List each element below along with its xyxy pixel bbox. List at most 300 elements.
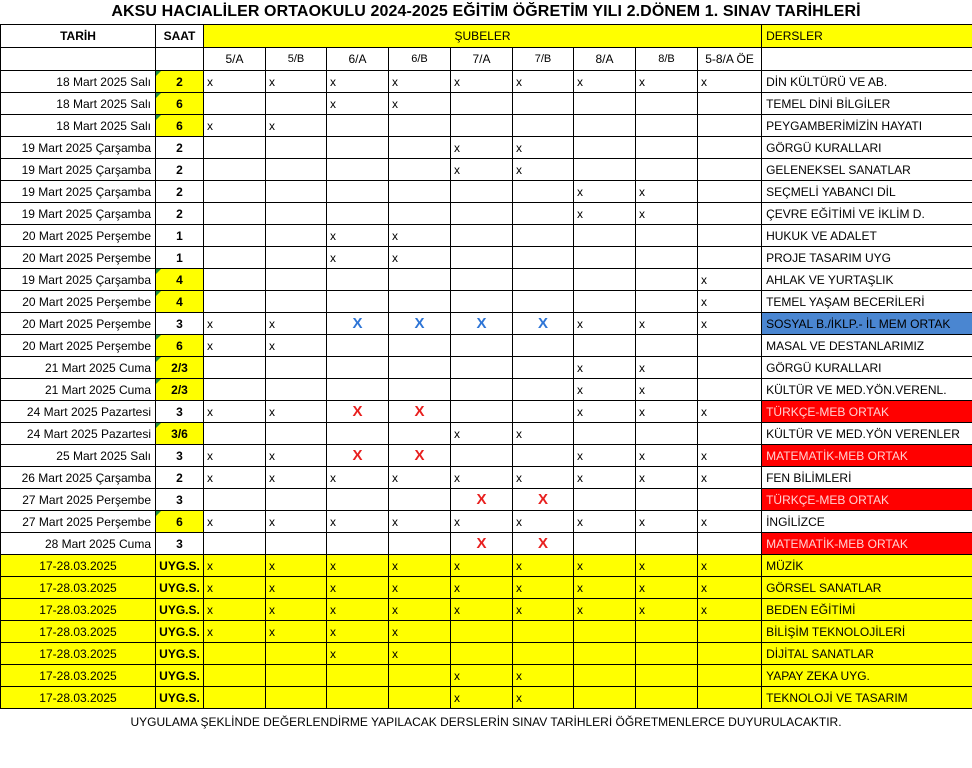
mark-cell — [451, 203, 513, 225]
header-dersler: DERSLER — [762, 25, 972, 48]
mark-cell — [389, 159, 451, 181]
table-row — [1, 247, 972, 269]
mark-cell — [389, 379, 451, 401]
saat-cell: UYG.S. — [156, 621, 204, 643]
ders-cell: FEN BİLİMLERİ — [762, 467, 972, 489]
mark-cell — [636, 225, 698, 247]
mark-cell: x — [327, 599, 389, 621]
mark-cell — [389, 269, 451, 291]
mark-cell — [266, 225, 327, 247]
saat-cell: UYG.S. — [156, 643, 204, 665]
mark-cell: X — [327, 401, 389, 423]
mark-cell: x — [574, 467, 636, 489]
mark-cell — [451, 269, 513, 291]
mark-cell — [389, 489, 451, 511]
ders-cell: SOSYAL B./İKLP.- İL MEM ORTAK — [762, 313, 972, 335]
mark-cell: x — [389, 643, 451, 665]
mark-cell: x — [266, 621, 327, 643]
mark-cell: x — [698, 467, 762, 489]
mark-cell — [204, 269, 266, 291]
mark-cell — [513, 643, 574, 665]
class-header-cell: 8/B — [636, 48, 698, 71]
mark-cell — [266, 247, 327, 269]
mark-cell: x — [451, 665, 513, 687]
mark-cell — [266, 423, 327, 445]
mark-cell: x — [389, 71, 451, 93]
mark-cell — [451, 621, 513, 643]
ders-cell: GELENEKSEL SANATLAR — [762, 159, 972, 181]
mark-cell: x — [513, 159, 574, 181]
mark-cell — [451, 247, 513, 269]
mark-cell: x — [636, 71, 698, 93]
mark-cell: x — [513, 665, 574, 687]
mark-cell: x — [574, 577, 636, 599]
ders-cell: BEDEN EĞİTİMİ — [762, 599, 972, 621]
mark-cell: x — [451, 687, 513, 709]
mark-cell — [327, 687, 389, 709]
table-row — [1, 379, 972, 401]
ders-cell: TEMEL DİNİ BİLGİLER — [762, 93, 972, 115]
mark-cell: x — [204, 577, 266, 599]
mark-cell — [327, 181, 389, 203]
table-row — [1, 577, 972, 599]
saat-cell: UYG.S. — [156, 599, 204, 621]
mark-cell: x — [266, 115, 327, 137]
mark-cell: x — [451, 71, 513, 93]
mark-cell: x — [574, 511, 636, 533]
mark-cell: x — [574, 401, 636, 423]
mark-cell: x — [698, 599, 762, 621]
mark-cell — [513, 203, 574, 225]
mark-cell: x — [327, 225, 389, 247]
ders-cell: TÜRKÇE-MEB ORTAK — [762, 401, 972, 423]
date-cell: 18 Mart 2025 Salı — [1, 115, 156, 137]
mark-cell — [698, 181, 762, 203]
mark-cell: x — [266, 335, 327, 357]
mark-cell: x — [266, 599, 327, 621]
mark-cell — [451, 225, 513, 247]
ders-cell: GÖRGÜ KURALLARI — [762, 137, 972, 159]
saat-cell: 3 — [156, 313, 204, 335]
table-row — [1, 687, 972, 709]
saat-cell: 3/6 — [156, 423, 204, 445]
mark-cell: x — [698, 445, 762, 467]
saat-cell: 3 — [156, 401, 204, 423]
mark-cell — [698, 379, 762, 401]
mark-cell — [513, 401, 574, 423]
mark-cell: x — [636, 511, 698, 533]
mark-cell — [698, 247, 762, 269]
date-cell: 20 Mart 2025 Perşembe — [1, 335, 156, 357]
date-cell: 26 Mart 2025 Çarşamba — [1, 467, 156, 489]
mark-cell: x — [574, 445, 636, 467]
mark-cell — [266, 357, 327, 379]
mark-cell — [513, 621, 574, 643]
mark-cell — [204, 489, 266, 511]
mark-cell — [513, 181, 574, 203]
saat-cell: UYG.S. — [156, 665, 204, 687]
mark-cell: x — [574, 313, 636, 335]
mark-cell — [574, 533, 636, 555]
saat-cell: 6 — [156, 93, 204, 115]
ders-cell: GÖRGÜ KURALLARI — [762, 357, 972, 379]
mark-cell: x — [389, 225, 451, 247]
table-row — [1, 225, 972, 247]
mark-cell: X — [451, 489, 513, 511]
mark-cell — [204, 357, 266, 379]
date-cell: 17-28.03.2025 — [1, 599, 156, 621]
mark-cell — [513, 445, 574, 467]
ders-cell: MASAL VE DESTANLARIMIZ — [762, 335, 972, 357]
mark-cell — [389, 687, 451, 709]
ders-cell: MATEMATİK-MEB ORTAK — [762, 445, 972, 467]
table-row — [1, 533, 972, 555]
mark-cell — [327, 159, 389, 181]
mark-cell — [204, 181, 266, 203]
mark-cell — [698, 159, 762, 181]
mark-cell: X — [513, 533, 574, 555]
date-cell: 17-28.03.2025 — [1, 687, 156, 709]
saat-cell: 2 — [156, 467, 204, 489]
mark-cell: x — [636, 313, 698, 335]
mark-cell — [574, 621, 636, 643]
mark-cell: x — [451, 577, 513, 599]
mark-cell — [698, 137, 762, 159]
mark-cell: x — [451, 511, 513, 533]
ders-cell: TEMEL YAŞAM BECERİLERİ — [762, 291, 972, 313]
mark-cell: X — [389, 313, 451, 335]
saat-cell: UYG.S. — [156, 577, 204, 599]
saat-cell: 4 — [156, 291, 204, 313]
mark-cell: x — [204, 313, 266, 335]
mark-cell — [389, 291, 451, 313]
mark-cell — [389, 115, 451, 137]
mark-cell: x — [698, 401, 762, 423]
mark-cell — [266, 269, 327, 291]
exam-schedule-table — [0, 24, 972, 709]
class-header-cell: 5/B — [266, 48, 327, 71]
table-row — [1, 137, 972, 159]
mark-cell — [636, 247, 698, 269]
saat-cell: 2 — [156, 181, 204, 203]
mark-cell — [327, 533, 389, 555]
mark-cell: x — [636, 379, 698, 401]
mark-cell — [451, 181, 513, 203]
mark-cell: x — [389, 247, 451, 269]
mark-cell — [574, 687, 636, 709]
class-header-cell: 5/A — [204, 48, 266, 71]
saat-cell: 2 — [156, 71, 204, 93]
mark-cell — [204, 687, 266, 709]
mark-cell: x — [327, 511, 389, 533]
mark-cell — [636, 115, 698, 137]
mark-cell: x — [698, 577, 762, 599]
mark-cell — [636, 621, 698, 643]
mark-cell — [389, 665, 451, 687]
mark-cell: x — [636, 577, 698, 599]
mark-cell — [451, 93, 513, 115]
mark-cell — [574, 93, 636, 115]
header-tarih: TARİH — [1, 25, 156, 48]
mark-cell: X — [327, 313, 389, 335]
class-header-cell: 5-8/A ÖE — [698, 48, 762, 71]
mark-cell: x — [204, 467, 266, 489]
mark-cell: x — [327, 643, 389, 665]
table-row — [1, 467, 972, 489]
mark-cell — [389, 181, 451, 203]
mark-cell: x — [204, 335, 266, 357]
mark-cell — [636, 423, 698, 445]
ders-cell: DİN KÜLTÜRÜ VE AB. — [762, 71, 972, 93]
mark-cell — [204, 159, 266, 181]
mark-cell: x — [513, 71, 574, 93]
mark-cell — [574, 489, 636, 511]
mark-cell — [327, 269, 389, 291]
mark-cell — [513, 291, 574, 313]
ders-cell: DİJİTAL SANATLAR — [762, 643, 972, 665]
mark-cell: x — [636, 357, 698, 379]
mark-cell: x — [204, 555, 266, 577]
mark-cell — [327, 423, 389, 445]
table-row — [1, 313, 972, 335]
ders-cell: MATEMATİK-MEB ORTAK — [762, 533, 972, 555]
mark-cell — [204, 291, 266, 313]
mark-cell — [266, 533, 327, 555]
saat-cell: UYG.S. — [156, 555, 204, 577]
mark-cell — [451, 643, 513, 665]
saat-cell: 2/3 — [156, 357, 204, 379]
mark-cell: x — [266, 401, 327, 423]
table-row — [1, 357, 972, 379]
mark-cell: x — [389, 599, 451, 621]
mark-cell — [698, 203, 762, 225]
class-header-spacer — [156, 48, 204, 71]
mark-cell — [636, 643, 698, 665]
mark-cell — [327, 291, 389, 313]
saat-cell: 1 — [156, 225, 204, 247]
mark-cell — [204, 533, 266, 555]
mark-cell — [327, 489, 389, 511]
date-cell: 17-28.03.2025 — [1, 665, 156, 687]
mark-cell — [451, 445, 513, 467]
mark-cell — [204, 137, 266, 159]
class-header-cell: 6/A — [327, 48, 389, 71]
mark-cell: x — [698, 555, 762, 577]
ders-cell: TEKNOLOJİ VE TASARIM — [762, 687, 972, 709]
table-row — [1, 159, 972, 181]
mark-cell: x — [574, 203, 636, 225]
table-row — [1, 599, 972, 621]
ders-cell: PROJE TASARIM UYG — [762, 247, 972, 269]
mark-cell — [574, 269, 636, 291]
table-row — [1, 665, 972, 687]
mark-cell: x — [204, 115, 266, 137]
mark-cell: X — [451, 533, 513, 555]
mark-cell — [513, 247, 574, 269]
mark-cell — [574, 159, 636, 181]
date-cell: 21 Mart 2025 Cuma — [1, 357, 156, 379]
mark-cell — [204, 379, 266, 401]
ders-cell: KÜLTÜR VE MED.YÖN VERENLER — [762, 423, 972, 445]
table-row — [1, 445, 972, 467]
mark-cell — [513, 379, 574, 401]
mark-cell — [389, 335, 451, 357]
mark-cell: X — [451, 313, 513, 335]
table-row — [1, 555, 972, 577]
mark-cell: x — [266, 577, 327, 599]
ders-cell: PEYGAMBERİMİZİN HAYATI — [762, 115, 972, 137]
mark-cell — [204, 225, 266, 247]
mark-cell — [204, 643, 266, 665]
saat-cell: 3 — [156, 489, 204, 511]
mark-cell — [698, 533, 762, 555]
mark-cell — [451, 291, 513, 313]
mark-cell: x — [513, 467, 574, 489]
date-cell: 20 Mart 2025 Perşembe — [1, 247, 156, 269]
mark-cell — [574, 423, 636, 445]
mark-cell: x — [204, 71, 266, 93]
mark-cell — [636, 533, 698, 555]
mark-cell: x — [513, 511, 574, 533]
mark-cell: x — [327, 93, 389, 115]
class-header-cell: 8/A — [574, 48, 636, 71]
mark-cell — [574, 115, 636, 137]
mark-cell: x — [698, 71, 762, 93]
mark-cell — [698, 621, 762, 643]
page-title: AKSU HACIALİLER ORTAOKULU 2024-2025 EĞİTİM ÖĞRETİM YILI 2.DÖNEM 1. SINAV TARİHLERİ — [111, 3, 861, 20]
mark-cell: x — [698, 291, 762, 313]
mark-cell: x — [513, 577, 574, 599]
mark-cell — [636, 665, 698, 687]
mark-cell: x — [327, 71, 389, 93]
mark-cell — [698, 643, 762, 665]
mark-cell: x — [451, 159, 513, 181]
mark-cell: X — [513, 489, 574, 511]
mark-cell: x — [389, 511, 451, 533]
mark-cell — [636, 93, 698, 115]
class-header-cell: 7/A — [451, 48, 513, 71]
date-cell: 28 Mart 2025 Cuma — [1, 533, 156, 555]
ders-cell: HUKUK VE ADALET — [762, 225, 972, 247]
mark-cell — [698, 335, 762, 357]
mark-cell — [389, 423, 451, 445]
mark-cell: x — [204, 445, 266, 467]
date-cell: 17-28.03.2025 — [1, 643, 156, 665]
mark-cell — [636, 687, 698, 709]
table-row — [1, 643, 972, 665]
date-cell: 24 Mart 2025 Pazartesi — [1, 401, 156, 423]
date-cell: 20 Mart 2025 Perşembe — [1, 313, 156, 335]
date-cell: 24 Mart 2025 Pazartesi — [1, 423, 156, 445]
mark-cell — [513, 357, 574, 379]
mark-cell — [513, 115, 574, 137]
mark-cell: x — [451, 555, 513, 577]
mark-cell: x — [327, 467, 389, 489]
date-cell: 19 Mart 2025 Çarşamba — [1, 181, 156, 203]
mark-cell: x — [451, 423, 513, 445]
mark-cell: X — [327, 445, 389, 467]
mark-cell: x — [574, 379, 636, 401]
mark-cell — [513, 93, 574, 115]
mark-cell — [698, 115, 762, 137]
date-cell: 19 Mart 2025 Çarşamba — [1, 137, 156, 159]
table-row — [1, 93, 972, 115]
table-row — [1, 621, 972, 643]
mark-cell — [266, 643, 327, 665]
mark-cell — [266, 291, 327, 313]
mark-cell — [327, 379, 389, 401]
mark-cell — [204, 93, 266, 115]
mark-cell: x — [574, 599, 636, 621]
saat-cell: 2 — [156, 159, 204, 181]
mark-cell: x — [636, 555, 698, 577]
mark-cell — [204, 203, 266, 225]
mark-cell: x — [636, 599, 698, 621]
mark-cell: x — [636, 467, 698, 489]
table-row — [1, 511, 972, 533]
date-cell: 27 Mart 2025 Perşembe — [1, 511, 156, 533]
saat-cell: 4 — [156, 269, 204, 291]
mark-cell: x — [389, 93, 451, 115]
saat-cell: 1 — [156, 247, 204, 269]
table-row — [1, 203, 972, 225]
mark-cell — [636, 335, 698, 357]
mark-cell: x — [698, 511, 762, 533]
saat-cell: 6 — [156, 335, 204, 357]
date-cell: 19 Mart 2025 Çarşamba — [1, 159, 156, 181]
mark-cell — [513, 335, 574, 357]
mark-cell: X — [389, 401, 451, 423]
date-cell: 21 Mart 2025 Cuma — [1, 379, 156, 401]
mark-cell: x — [513, 555, 574, 577]
date-cell: 25 Mart 2025 Salı — [1, 445, 156, 467]
mark-cell: x — [204, 511, 266, 533]
mark-cell — [636, 489, 698, 511]
table-row — [1, 115, 972, 137]
mark-cell — [574, 291, 636, 313]
mark-cell — [698, 423, 762, 445]
mark-cell — [574, 137, 636, 159]
mark-cell: x — [266, 313, 327, 335]
mark-cell: x — [204, 401, 266, 423]
mark-cell — [698, 357, 762, 379]
date-cell: 19 Mart 2025 Çarşamba — [1, 269, 156, 291]
saat-cell: 2 — [156, 137, 204, 159]
ders-cell: İNGİLİZCE — [762, 511, 972, 533]
ders-cell: AHLAK VE YURTAŞLIK — [762, 269, 972, 291]
mark-cell: x — [636, 445, 698, 467]
mark-cell: x — [327, 577, 389, 599]
mark-cell — [574, 225, 636, 247]
date-cell: 18 Mart 2025 Salı — [1, 71, 156, 93]
mark-cell — [327, 665, 389, 687]
mark-cell — [266, 379, 327, 401]
mark-cell: x — [698, 313, 762, 335]
ders-cell: ÇEVRE EĞİTİMİ VE İKLİM D. — [762, 203, 972, 225]
saat-cell: UYG.S. — [156, 687, 204, 709]
table-row — [1, 269, 972, 291]
mark-cell — [266, 181, 327, 203]
mark-cell: x — [266, 511, 327, 533]
footer-note: UYGULAMA ŞEKLİNDE DEĞERLENDİRME YAPILACAK DERSLERİN SINAV TARİHLERİ ÖĞRETMENLERCE DUYURULACAKTIR. — [130, 715, 842, 729]
mark-cell — [327, 137, 389, 159]
table-row — [1, 335, 972, 357]
mark-cell — [698, 665, 762, 687]
mark-cell: x — [327, 247, 389, 269]
mark-cell: x — [389, 577, 451, 599]
mark-cell — [636, 291, 698, 313]
ders-cell: GÖRSEL SANATLAR — [762, 577, 972, 599]
